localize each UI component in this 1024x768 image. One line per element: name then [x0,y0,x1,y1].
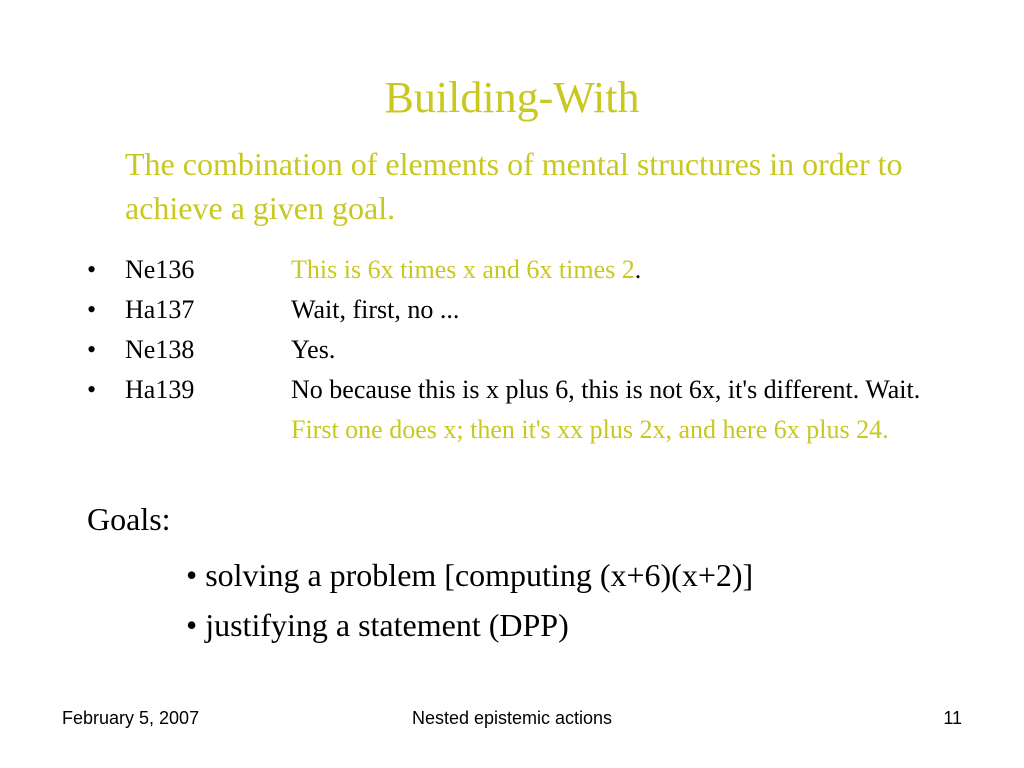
goal-item: • justifying a statement (DPP) [186,607,569,643]
utterance-highlight: First one does x; then it's xx plus 2x, and here 6x plus 24. [291,415,889,444]
speaker-label: Ne138 [125,335,195,364]
speaker-label: Ne136 [125,255,195,284]
goals-heading: Goals: [87,501,171,537]
footer-date: February 5, 2007 [62,708,200,728]
utterance-highlight: This is 6x times x and 6x times 2 [291,255,635,284]
speaker-label: Ha139 [125,375,195,404]
page-number: 11 [943,708,962,728]
utterance [291,370,931,450]
bullet-icon: • [87,255,97,284]
utterance [291,330,987,370]
dialogue-turn [87,290,987,330]
definition-text: The combination of elements of mental structures in order to achieve a given goal. [125,146,903,226]
dialogue-turn [87,330,987,370]
utterance-text: . [634,255,642,284]
utterance [291,290,987,330]
utterance-text: Wait, first, no ... [291,295,460,324]
utterance-text: Yes. [291,335,336,364]
slide-title: Building-With [384,73,640,122]
bullet-icon: • [87,295,97,324]
utterance [291,250,987,290]
bullet-icon: • [87,375,97,404]
footer-title: Nested epistemic actions [411,708,613,728]
utterance-text: No because this is x plus 6, this is not 6x, it's different. Wait. [291,375,921,404]
goal-item: • solving a problem [computing (x+6)(x+2)] [186,557,754,593]
dialogue-turn [87,250,987,290]
dialogue-list [87,250,987,450]
bullet-icon: • [87,335,97,364]
dialogue-turn [87,370,987,450]
speaker-label: Ha137 [125,295,195,324]
goals-list [186,550,753,650]
